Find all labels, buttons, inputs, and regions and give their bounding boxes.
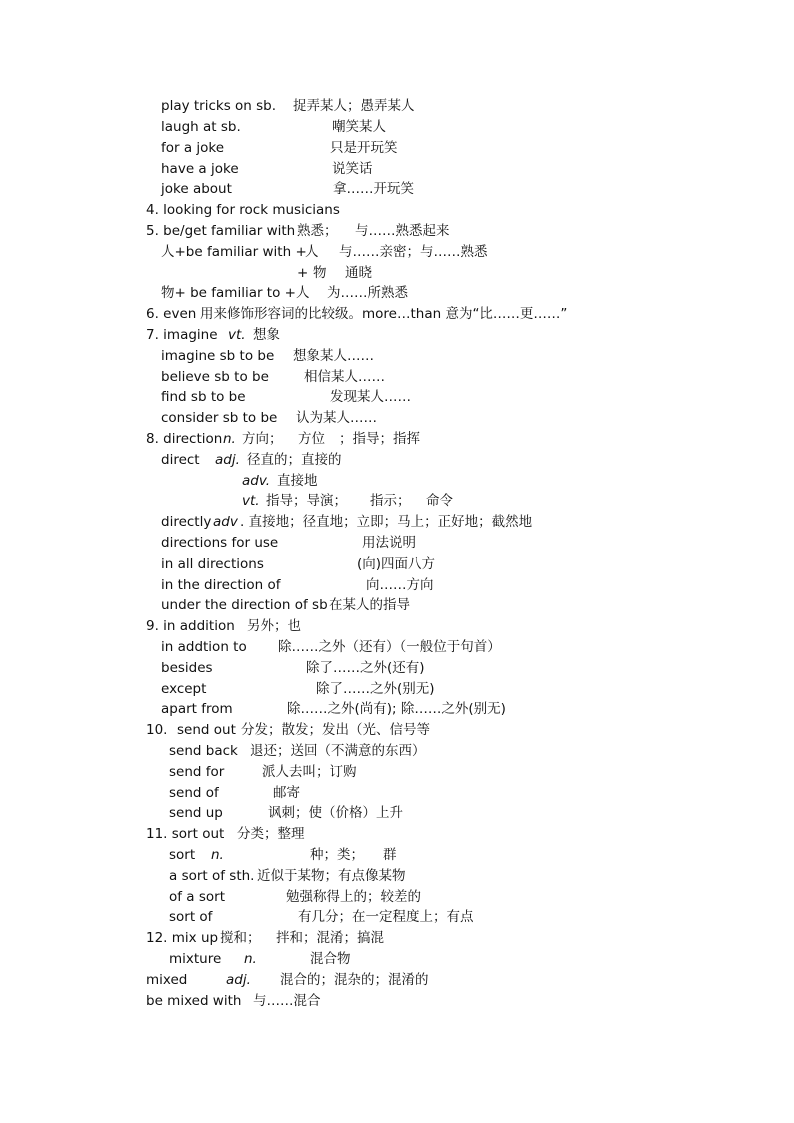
meaning: 搅和；	[220, 930, 261, 946]
phrase: in the direction of	[161, 577, 281, 593]
phrase: 物+ be familiar to +人	[161, 285, 310, 301]
meaning: 直接地	[277, 473, 318, 489]
text-line	[0, 491, 794, 512]
phrase: find sb to be	[161, 389, 246, 405]
meaning: 方位	[298, 431, 325, 447]
text-line	[0, 762, 794, 783]
item-heading: 7. imagine	[146, 327, 218, 343]
text-line	[0, 783, 794, 804]
meaning: 退还；送回（不满意的东西）	[250, 743, 426, 759]
phrase: laugh at sb.	[161, 119, 241, 135]
text-line	[0, 803, 794, 824]
part-of-speech: n.	[211, 847, 224, 863]
meaning: 说笑话	[332, 161, 373, 177]
meaning: 与……亲密；与……熟悉	[339, 244, 488, 260]
text-line	[0, 283, 794, 304]
item-heading: 5. be/get familiar with	[146, 223, 296, 239]
phrase: be mixed with	[146, 993, 242, 1009]
meaning: 只是开玩笑	[330, 140, 398, 156]
phrase: mixed	[146, 972, 188, 988]
phrase: mixture	[169, 951, 222, 967]
text-line	[0, 221, 794, 242]
meaning: 拿……开玩笑	[333, 181, 414, 197]
text-line	[0, 949, 794, 970]
part-of-speech: n.	[244, 951, 257, 967]
meaning: 用法说明	[362, 535, 416, 551]
meaning: 分类；整理	[237, 826, 305, 842]
meaning: 种；类；	[310, 847, 364, 863]
text-line	[0, 408, 794, 429]
meaning: 认为某人……	[296, 410, 377, 426]
item-heading: 6. even	[146, 306, 197, 322]
meaning: 邮寄	[273, 785, 300, 801]
text-line	[0, 159, 794, 180]
text-line	[0, 616, 794, 637]
part-of-speech: adv	[213, 514, 238, 530]
text-line	[0, 512, 794, 533]
meaning: 分发；散发；发出（光、信号等	[241, 722, 430, 738]
meaning: 人	[305, 244, 319, 260]
part-of-speech: vt.	[242, 493, 260, 509]
meaning: 另外；也	[247, 618, 301, 634]
text-line	[0, 554, 794, 575]
text-line	[0, 138, 794, 159]
meaning: 讽刺；使（价格）上升	[268, 805, 403, 821]
text-line	[0, 970, 794, 991]
part-of-speech: adv.	[242, 473, 271, 489]
phrase: joke about	[161, 181, 232, 197]
text-line	[0, 117, 794, 138]
text-line	[0, 263, 794, 284]
phrase: apart from	[161, 701, 233, 717]
phrase: sort	[169, 847, 196, 863]
meaning: 捉弄某人；愚弄某人	[293, 98, 415, 114]
part-of-speech: n.	[223, 431, 236, 447]
phrase: of a sort	[169, 889, 226, 905]
meaning: 在某人的指导	[329, 597, 410, 613]
text-line	[0, 179, 794, 200]
text-line	[0, 720, 794, 741]
text-line	[0, 887, 794, 908]
meaning: 向……方向	[366, 577, 434, 593]
meaning: 派人去叫；订购	[262, 764, 357, 780]
phrase: send up	[169, 805, 223, 821]
meaning: 除……之外（还有）（一般位于句首）	[278, 639, 501, 655]
text-line	[0, 928, 794, 949]
text-line	[0, 741, 794, 762]
item-heading: 9. in addition	[146, 618, 235, 634]
meaning: 通晓	[345, 265, 372, 281]
phrase: 人+be familiar with +	[161, 244, 307, 260]
phrase: have a joke	[161, 161, 239, 177]
phrase: directly	[161, 514, 212, 530]
phrase: a sort of sth.	[169, 868, 255, 884]
meaning: 混合物	[310, 951, 351, 967]
text-line	[0, 325, 794, 346]
part-of-speech: adj.	[215, 452, 240, 468]
phrase: for a joke	[161, 140, 225, 156]
text-line	[0, 679, 794, 700]
phrase: believe sb to be	[161, 369, 269, 385]
text-line	[0, 824, 794, 845]
meaning: 拌和；混淆；搞混	[276, 930, 384, 946]
text-line	[0, 637, 794, 658]
phrase: send out	[177, 722, 236, 738]
text-line	[0, 429, 794, 450]
text-line	[0, 907, 794, 928]
meaning: 嘲笑某人	[332, 119, 386, 135]
phrase: send back	[169, 743, 238, 759]
meaning: 有几分；在一定程度上；有点	[298, 909, 474, 925]
meaning: 想象	[253, 327, 280, 343]
item-heading: 4. looking for rock musicians	[146, 202, 340, 218]
meaning: 除……之外(尚有); 除……之外(别无)	[287, 701, 506, 717]
phrase: send for	[169, 764, 225, 780]
text-line	[0, 304, 794, 325]
meaning: 为……所熟悉	[327, 285, 408, 301]
item-number: 10.	[146, 722, 168, 738]
part-of-speech: vt.	[228, 327, 246, 343]
text-line	[0, 242, 794, 263]
meaning: ；指导；指挥	[339, 431, 420, 447]
phrase: send of	[169, 785, 219, 801]
phrase: direct	[161, 452, 200, 468]
phrase: besides	[161, 660, 213, 676]
phrase: directions for use	[161, 535, 279, 551]
text-line	[0, 387, 794, 408]
phrase: 物	[313, 265, 327, 281]
meaning: 与……熟悉起来	[355, 223, 450, 239]
text-line	[0, 658, 794, 679]
item-heading: 11. sort out	[146, 826, 225, 842]
meaning: 命令	[426, 493, 453, 509]
phrase: sort of	[169, 909, 213, 925]
meaning: . 直接地；径直地；立即；马上；正好地；截然地	[240, 514, 533, 530]
part-of-speech: adj.	[226, 972, 251, 988]
text-line	[0, 991, 794, 1012]
item-heading: 12. mix up	[146, 930, 219, 946]
text-line	[0, 699, 794, 720]
meaning: 指导；导演；	[266, 493, 347, 509]
item-heading: 8. direction	[146, 431, 223, 447]
text-line	[0, 866, 794, 887]
meaning: 群	[383, 847, 397, 863]
meaning: 除了……之外(别无)	[316, 681, 435, 697]
meaning: 与……混合	[253, 993, 321, 1009]
meaning: 径直的；直接的	[247, 452, 342, 468]
text-line	[0, 96, 794, 117]
meaning: 混合的；混杂的；混淆的	[280, 972, 429, 988]
text-line	[0, 471, 794, 492]
meaning: 方向；	[242, 431, 283, 447]
text-line	[0, 575, 794, 596]
meaning: 近似于某物；有点像某物	[257, 868, 406, 884]
phrase: in addtion to	[161, 639, 247, 655]
phrase: except	[161, 681, 207, 697]
phrase: play tricks on sb.	[161, 98, 277, 114]
phrase: under the direction of sb	[161, 597, 328, 613]
text-line	[0, 200, 794, 221]
text-line	[0, 595, 794, 616]
text-line	[0, 845, 794, 866]
meaning: 指示；	[370, 493, 411, 509]
text-line	[0, 533, 794, 554]
meaning: 熟悉；	[297, 223, 338, 239]
meaning: 勉强称得上的；较差的	[286, 889, 421, 905]
text-line	[0, 346, 794, 367]
phrase: consider sb to be	[161, 410, 278, 426]
meaning: 发现某人……	[330, 389, 411, 405]
text-line	[0, 450, 794, 471]
meaning: 相信某人……	[304, 369, 385, 385]
phrase: imagine sb to be	[161, 348, 275, 364]
meaning: 想象某人……	[293, 348, 374, 364]
meaning: (向)四面八方	[357, 556, 436, 572]
meaning: 除了……之外(还有)	[306, 660, 425, 676]
text-line	[0, 367, 794, 388]
meaning: 用来修饰形容词的比较级。more…than 意为“比……更……”	[200, 306, 568, 322]
phrase: in all directions	[161, 556, 264, 572]
phrase: +	[297, 265, 309, 281]
